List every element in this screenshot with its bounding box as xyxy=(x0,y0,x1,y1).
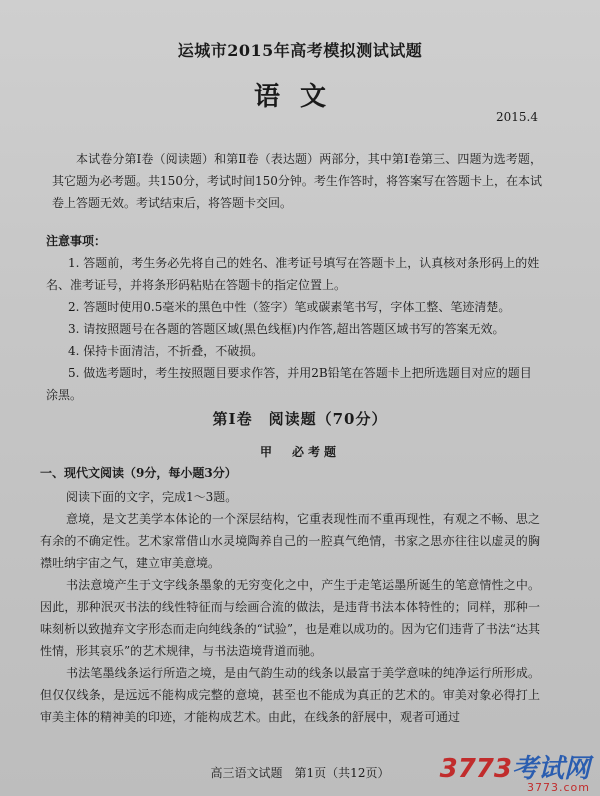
note-item: 5. 做选考题时，考生按照题目要求作答，并用2B铅笔在答题卡上把所选题目对应的题目涂黑。 xyxy=(46,366,532,402)
site-watermark xyxy=(440,748,590,794)
note-item: 2. 答题时使用0.5毫米的黑色中性（签字）笔或碳素笔书写，字体工整、笔迹清楚。 xyxy=(68,300,511,314)
watermark-url: 3773.com xyxy=(527,781,590,794)
notes-heading: 注意事项： xyxy=(46,234,107,248)
question-heading: 一、现代文阅读（9分，每小题3分） xyxy=(40,466,237,480)
reading-paragraph: 意境，是文艺美学本体论的一个深层结构，它重表现性而不重再现性，有观之不畅、思之有余的不确定性。艺术家常借山水灵境陶养自己的一腔真气绝情，书家之思亦往往以虚灵的胸襟吐纳宇宙之气，建立审美意境。 xyxy=(40,512,540,570)
section-title: 第Ⅰ卷 阅读题（70分） xyxy=(212,410,388,428)
page-footer: 高三语文试题 第1页（共12页） xyxy=(210,766,390,780)
exam-date: 2015.4 xyxy=(496,110,538,124)
note-item: 3. 请按照题号在各题的答题区域(黑色线框)内作答,超出答题区域书写的答案无效。 xyxy=(68,322,505,336)
reading-paragraph: 书法意境产生于文字线条墨象的无穷变化之中，产生于走笔运墨所诞生的笔意情性之中。因此，那种泯灭书法的线性特征而与绘画合流的做法，是违背书法本体特性的；同样，那种一味刻析以致抛弃文字形态而走向纯线条的“试验”，也是难以成功的。因为它们违背了书法“达其性情，形其哀乐”的艺术规律，与书法造境背道而驰。 xyxy=(40,578,540,658)
reading-instruction: 阅读下面的文字，完成1～3题。 xyxy=(66,490,238,504)
watermark-logo-prefix: 3773 xyxy=(439,754,512,784)
subject-title: 语文 xyxy=(253,82,346,112)
note-item: 4. 保持卡面清洁，不折叠，不破损。 xyxy=(68,344,264,358)
exam-title: 运城市2015年高考模拟测试试题 xyxy=(177,41,423,60)
reading-paragraph: 书法笔墨线条运行所造之境，是由气韵生动的线条以最富于美学意味的纯净运行所形成。但仅仅线条，是远远不能构成完整的意境，甚至也不能成为真正的艺术的。审美对象必得打上审美主体的精神美的印迹，才能构成艺术。由此，在线条的舒展中，观者可通过 xyxy=(40,666,540,724)
intro-paragraph: 本试卷分第Ⅰ卷（阅读题）和第Ⅱ卷（表达题）两部分，其中第Ⅰ卷第三、四题为选考题，其它题为必考题。共150分，考试时间150分钟。考生作答时，将答案写在答题卡上，在本试卷上答题无效。考试结束后，将答题卡交回。 xyxy=(52,152,542,210)
section-subtitle: 甲 必考题 xyxy=(259,445,340,459)
watermark-logo xyxy=(440,748,590,785)
note-item: 1. 答题前，考生务必先将自己的姓名、准考证号填写在答题卡上，认真核对条形码上的姓名、准考证号，并将条形码粘贴在答题卡的指定位置上。 xyxy=(46,256,540,292)
watermark-logo-suffix: 考试网 xyxy=(511,754,590,784)
